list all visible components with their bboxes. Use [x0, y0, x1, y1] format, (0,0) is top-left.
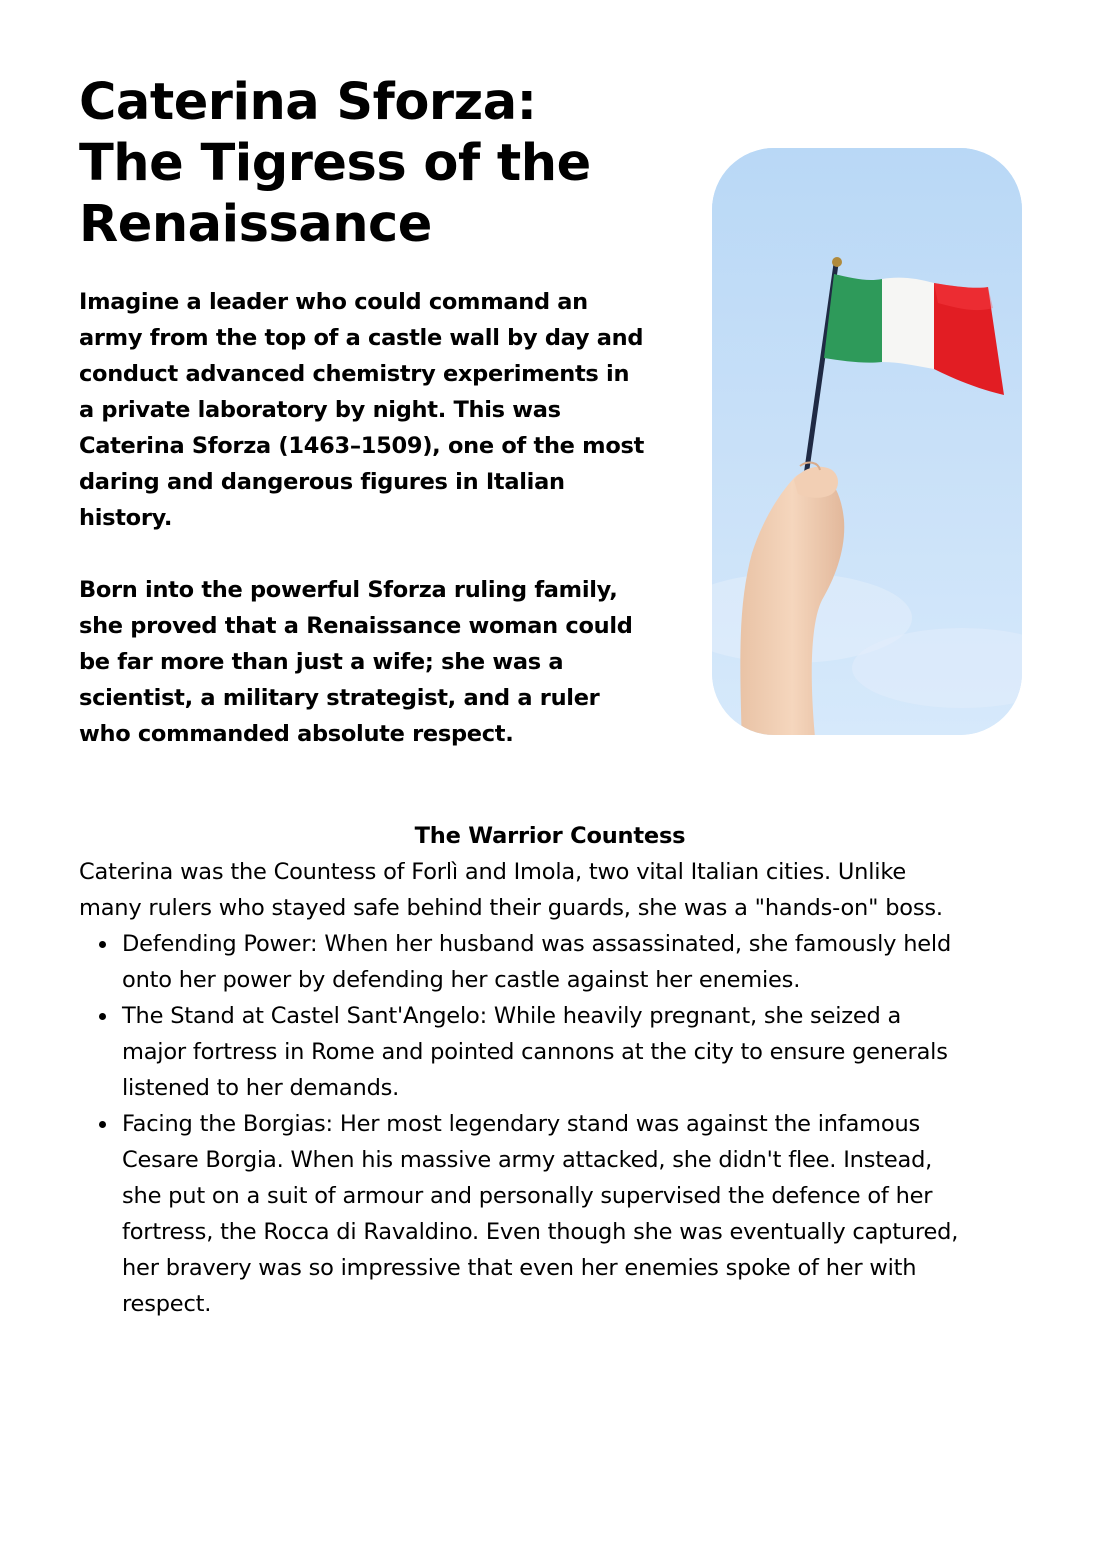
list-item-line: major fortress in Rome and pointed cannons at the city to ensure generals — [122, 1039, 948, 1065]
body-line: Caterina was the Countess of Forlì and Imola, two vital Italian cities. Unlike — [79, 859, 906, 885]
paragraph-gap — [79, 536, 679, 572]
intro-line: Born into the powerful Sforza ruling family, — [79, 577, 618, 603]
list-item — [79, 998, 1039, 1106]
intro-line: daring and dangerous figures in Italian — [79, 469, 565, 495]
bullet-dot-icon — [99, 941, 106, 948]
italian-flag-photo — [712, 148, 1022, 735]
list-item — [79, 1106, 1039, 1322]
list-item-line: respect. — [122, 1291, 212, 1317]
intro-line: she proved that a Renaissance woman could — [79, 613, 633, 639]
intro-line: history. — [79, 505, 173, 531]
list-item — [79, 926, 1039, 998]
list-item-line: her bravery was so impressive that even her enemies spoke of her with — [122, 1255, 917, 1281]
intro-line: who commanded absolute respect. — [79, 721, 514, 747]
title-line: Renaissance — [79, 195, 432, 254]
bullet-dot-icon — [99, 1121, 106, 1128]
intro-line: a private laboratory by night. This was — [79, 397, 561, 423]
page-title — [79, 72, 679, 255]
list-item-line: she put on a suit of armour and personally supervised the defence of her — [122, 1183, 933, 1209]
title-line: The Tigress of the — [79, 134, 591, 193]
intro-text — [79, 284, 679, 752]
flag-pole-tip — [832, 257, 842, 267]
list-item-line: listened to her demands. — [122, 1075, 400, 1101]
section-heading: The Warrior Countess — [414, 823, 686, 849]
intro-line: Imagine a leader who could command an — [79, 289, 588, 315]
bullet-list — [79, 926, 1039, 1322]
intro-line: be far more than just a wife; she was a — [79, 649, 564, 675]
list-item-line: onto her power by defending her castle against her enemies. — [122, 967, 801, 993]
list-item-line: Cesare Borgia. When his massive army attacked, she didn't flee. Instead, — [122, 1147, 933, 1173]
intro-line: conduct advanced chemistry experiments in — [79, 361, 630, 387]
list-item-line: The Stand at Castel Sant'Angelo: While heavily pregnant, she seized a — [122, 1003, 902, 1029]
section-intro — [79, 854, 1039, 926]
bullet-dot-icon — [99, 1013, 106, 1020]
intro-line: scientist, a military strategist, and a ruler — [79, 685, 600, 711]
list-item-line: Facing the Borgias: Her most legendary stand was against the infamous — [122, 1111, 921, 1137]
title-line: Caterina Sforza: — [79, 73, 537, 132]
body-line: many rulers who stayed safe behind their guards, she was a "hands-on" boss. — [79, 895, 943, 921]
list-item-line: fortress, the Rocca di Ravaldino. Even though she was eventually captured, — [122, 1219, 959, 1245]
intro-line: army from the top of a castle wall by day and — [79, 325, 644, 351]
list-item-line: Defending Power: When her husband was assassinated, she famously held — [122, 931, 952, 957]
intro-line: Caterina Sforza (1463–1509), one of the most — [79, 433, 645, 459]
